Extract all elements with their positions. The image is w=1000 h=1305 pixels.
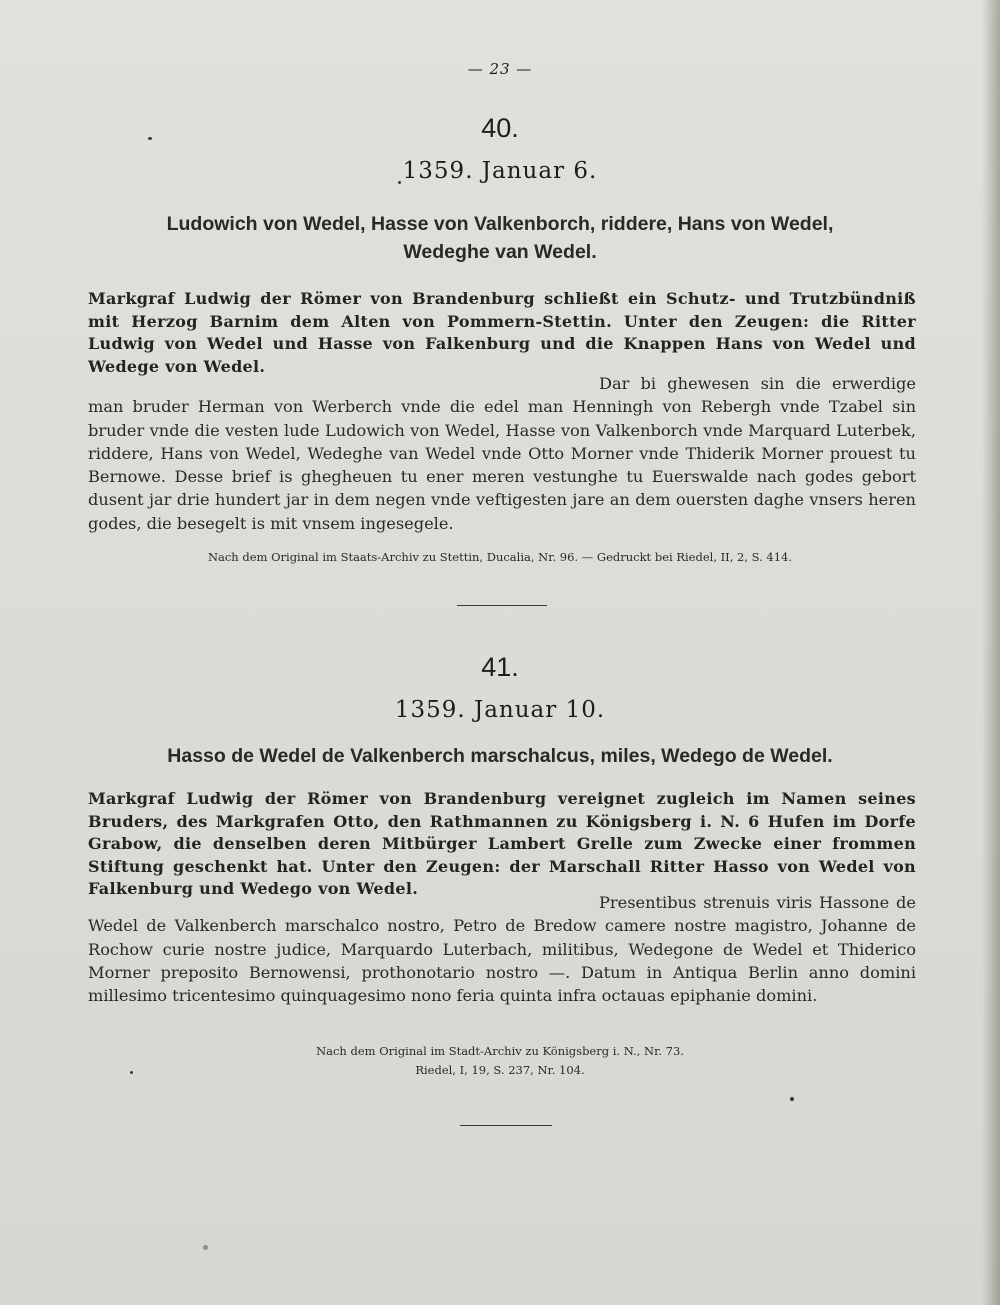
entry-heading — [90, 742, 910, 770]
page-edge-shadow — [982, 0, 1000, 1305]
entry-heading-line: Hasso de Wedel de Valkenberch marschalcus, miles, Wedego de Wedel. — [167, 745, 833, 767]
entry-date: 1359. Januar 6. — [402, 158, 598, 184]
entry-number: 40. — [481, 113, 519, 143]
regest-summary: Markgraf Ludwig der Römer von Brandenburg vereignet zugleich im Namen seines Bruders, des Markgrafen Otto, den Rathmannen zu Königsberg i. N. 6 Hufen im Dorfe Grabow, die denselben deren Mitbürger Lambert Grelle zum Zwecke einer frommen Stiftung geschenkt hat. Unter den Zeugen: der Marschall Ritter Hasso von Wedel von Falkenburg und Wedego von Wedel. — [88, 789, 916, 898]
section-divider — [460, 1125, 552, 1126]
regest-summary: Markgraf Ludwig der Römer von Brandenburg schließt ein Schutz- und Trutzbündniß mit Herzog Barnim dem Alten von Pommern-Stettin. Unter den Zeugen: die Ritter Ludwig von Wedel und Hasse von Falkenburg und die Knappen Hans von Wedel und Wedege von Wedel. — [88, 289, 916, 376]
source-reference-line: Nach dem Original im Stadt-Archiv zu Königsberg i. N., Nr. 73. — [316, 1044, 684, 1058]
paper-speck — [203, 1245, 208, 1250]
source-reference: Nach dem Original im Staats-Archiv zu Stettin, Ducalia, Nr. 96. — Gedruckt bei Riedel, II, 2, S. 414. — [207, 550, 793, 564]
paper-speck — [790, 1097, 794, 1101]
document-text: Dar bi ghewesen sin die erwerdige man bruder Herman von Werberch vnde die edel man Henningh von Rebergh vnde Tzabel sin bruder vnde die vesten lude Ludowich von Wedel, Hasse von Valkenborch vnde Marquard Luterbek, riddere, Hans von Wedel, Wedeghe van Wedel vnde Otto Morner vnde Thiderik Morner prouest tu Bernowe. Desse brief is ghegheuen tu ener meren vestunghe tu Euerswalde nach godes gebort dusent jar drie hundert jar in dem negen vnde veftigesten jare an dem ouersten daghe vnsers heren godes, die besegelt is mit vnsem ingesegele. — [88, 374, 916, 533]
entry-date: 1359. Januar 10. — [394, 697, 606, 723]
section-divider — [457, 605, 547, 606]
source-reference — [90, 1042, 910, 1080]
entry-number: 41. — [481, 652, 519, 682]
entry-heading — [90, 210, 910, 266]
source-reference-line: Riedel, I, 19, S. 237, Nr. 104. — [415, 1063, 585, 1077]
paper-speck — [130, 1071, 133, 1074]
paper-speck — [148, 137, 152, 140]
entry-heading-line: Wedeghe van Wedel. — [403, 241, 597, 263]
entry-heading-line: Ludowich von Wedel, Hasse von Valkenborch, riddere, Hans von Wedel, — [166, 213, 834, 235]
paper-speck — [398, 181, 401, 184]
document-text: Presentibus strenuis viris Hassone de Wedel de Valkenberch marschalco nostro, Petro de Bredow camere nostre magistro, Johanne de Rochow curie nostre judice, Marquardo Luterbach, militibus, Wedegone de Wedel et Thiderico Morner preposito Bernowensi, prothonotario nostro —. Datum in Antiqua Berlin anno domini millesimo tricentesimo quinquagesimo nono feria quinta infra octauas epiphanie domini. — [88, 893, 916, 1006]
page-number: — 23 — — [467, 60, 533, 78]
